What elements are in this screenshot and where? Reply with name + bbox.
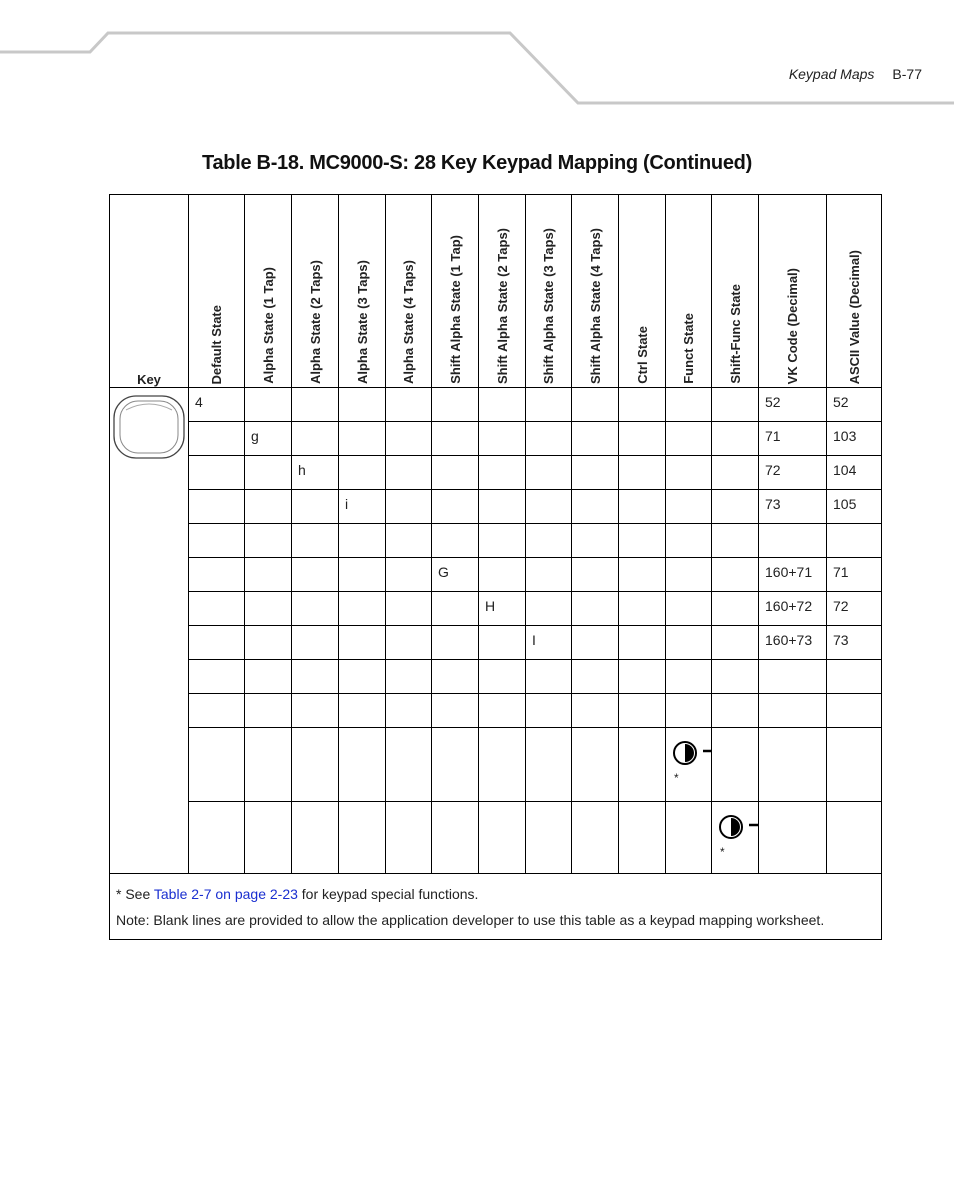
table-cell xyxy=(526,456,572,490)
table-cell xyxy=(189,490,245,524)
table-cell xyxy=(339,592,386,626)
table-cell: 160+71 xyxy=(759,558,827,592)
table-cell xyxy=(666,592,712,626)
table-cell xyxy=(189,524,245,558)
table-cell xyxy=(245,694,292,728)
table-cell xyxy=(619,728,666,802)
table-cell xyxy=(189,456,245,490)
table-cell: 4 xyxy=(189,388,245,422)
column-header xyxy=(619,195,666,388)
table-cell: 73 xyxy=(759,490,827,524)
table-body xyxy=(110,388,882,940)
table-cell xyxy=(189,422,245,456)
table-cell xyxy=(526,728,572,802)
table-cell xyxy=(339,660,386,694)
column-header-label: Ctrl State xyxy=(634,326,650,384)
column-header-label: Funct State xyxy=(681,313,696,384)
table-cell xyxy=(386,802,432,874)
footnote-suffix: for keypad special functions. xyxy=(297,886,479,902)
column-header-label: Shift Alpha State (1 Tap) xyxy=(447,235,463,384)
table-row xyxy=(110,592,882,626)
table-cell xyxy=(479,694,526,728)
column-header xyxy=(712,195,759,388)
table-cell xyxy=(189,694,245,728)
table-cell xyxy=(526,558,572,592)
table-cell xyxy=(572,728,619,802)
table-cell xyxy=(479,558,526,592)
table-cell xyxy=(386,558,432,592)
table-title: Table B-18. MC9000-S: 28 Key Keypad Mapping (Continued) xyxy=(202,152,752,174)
table-cell xyxy=(712,524,759,558)
table-cell xyxy=(432,728,479,802)
table-cell xyxy=(666,558,712,592)
running-header xyxy=(789,66,922,82)
table-cell xyxy=(526,802,572,874)
key-cell xyxy=(110,388,189,874)
column-header xyxy=(526,195,572,388)
header-decoration xyxy=(0,0,954,110)
table-cell xyxy=(526,592,572,626)
table-cell xyxy=(666,456,712,490)
table-row xyxy=(110,802,882,874)
table-cell xyxy=(339,728,386,802)
table-cell xyxy=(712,728,759,802)
table-cell: 105 xyxy=(827,490,882,524)
table-cell xyxy=(572,456,619,490)
column-header xyxy=(245,195,292,388)
table-cell xyxy=(292,592,339,626)
backlight-icon xyxy=(718,814,762,840)
table-cell xyxy=(292,422,339,456)
table-cell xyxy=(526,694,572,728)
table-cell: i xyxy=(339,490,386,524)
table-cell xyxy=(432,802,479,874)
table-cell xyxy=(619,456,666,490)
column-header-label: Shift-Func State xyxy=(727,284,743,384)
table-cell xyxy=(339,388,386,422)
table-cell xyxy=(339,626,386,660)
column-header-label: Shift Alpha State (4 Taps) xyxy=(587,227,603,384)
table-cell xyxy=(479,626,526,660)
column-header xyxy=(292,195,339,388)
table-cell xyxy=(572,490,619,524)
table-cell xyxy=(619,802,666,874)
keypad-key-icon xyxy=(110,392,188,462)
table-cell xyxy=(712,694,759,728)
table-cell xyxy=(432,388,479,422)
table-cell xyxy=(386,388,432,422)
table-cell xyxy=(712,802,759,874)
table-cell xyxy=(479,456,526,490)
table-cell: 72 xyxy=(759,456,827,490)
table-cell xyxy=(712,388,759,422)
table-cell xyxy=(759,694,827,728)
table-row xyxy=(110,490,882,524)
table-row xyxy=(110,728,882,802)
column-header-label: VK Code (Decimal) xyxy=(785,267,800,384)
table-cell xyxy=(526,490,572,524)
column-header-key: Key xyxy=(110,195,189,388)
table-cell xyxy=(432,660,479,694)
column-header xyxy=(189,195,245,388)
table-cell xyxy=(386,490,432,524)
column-header-label: Alpha State (1 Tap) xyxy=(260,267,276,384)
table-row xyxy=(110,626,882,660)
table-cell xyxy=(386,456,432,490)
column-header xyxy=(386,195,432,388)
table-cell: 104 xyxy=(827,456,882,490)
table-cell xyxy=(619,422,666,456)
table-cell xyxy=(572,802,619,874)
table-cell xyxy=(339,422,386,456)
table-cell xyxy=(759,660,827,694)
column-header xyxy=(759,195,827,388)
table-cell: 52 xyxy=(827,388,882,422)
table-cell xyxy=(339,558,386,592)
table-cell xyxy=(245,456,292,490)
table-cell: H xyxy=(479,592,526,626)
table-cell xyxy=(386,592,432,626)
table-cell xyxy=(479,422,526,456)
footnote-note: Note: Blank lines are provided to allow the application developer to use this table as a keypad mapping worksheet. xyxy=(116,912,825,928)
table-cell xyxy=(619,694,666,728)
table-cell xyxy=(666,388,712,422)
table-cell xyxy=(479,660,526,694)
table-cell xyxy=(432,490,479,524)
table-cell xyxy=(712,660,759,694)
table-cell xyxy=(712,422,759,456)
table-cell xyxy=(292,558,339,592)
column-header-label: Shift Alpha State (2 Taps) xyxy=(494,227,510,384)
table-cell xyxy=(386,524,432,558)
table-header-row xyxy=(110,195,882,388)
footnote-prefix: * See xyxy=(116,886,154,902)
table-cell: 52 xyxy=(759,388,827,422)
column-header-label: Shift Alpha State (3 Taps) xyxy=(541,227,556,384)
table-row xyxy=(110,524,882,558)
table-cell xyxy=(619,592,666,626)
table-cell xyxy=(572,524,619,558)
footnote-marker: * xyxy=(720,845,725,859)
table-cell xyxy=(339,694,386,728)
column-header-label: ASCII Value (Decimal) xyxy=(846,249,862,384)
table-cell xyxy=(432,456,479,490)
table-cell xyxy=(759,524,827,558)
table-cell xyxy=(619,490,666,524)
keypad-mapping-table xyxy=(109,194,882,940)
table-cell: G xyxy=(432,558,479,592)
table-cell xyxy=(572,422,619,456)
table-cell xyxy=(827,524,882,558)
footnote-see xyxy=(116,881,875,907)
table-cell xyxy=(245,490,292,524)
table-cell: 72 xyxy=(827,592,882,626)
table-cell xyxy=(479,524,526,558)
table-cell xyxy=(827,802,882,874)
table-row xyxy=(110,422,882,456)
table-cell xyxy=(666,728,712,802)
table-cell xyxy=(619,388,666,422)
table-cell xyxy=(189,592,245,626)
table-cell xyxy=(666,524,712,558)
table-cell xyxy=(189,558,245,592)
column-header xyxy=(827,195,882,388)
table-cell xyxy=(712,626,759,660)
table-cell xyxy=(619,626,666,660)
table-cell: 71 xyxy=(827,558,882,592)
table-cell xyxy=(759,802,827,874)
table-cell xyxy=(386,660,432,694)
backlight-icon xyxy=(672,740,716,766)
function-key-symbol xyxy=(672,740,716,766)
table-cell: 160+72 xyxy=(759,592,827,626)
table-cell xyxy=(386,728,432,802)
table-cell: 71 xyxy=(759,422,827,456)
table-cell xyxy=(386,694,432,728)
table-cell xyxy=(712,490,759,524)
table-cell xyxy=(432,592,479,626)
table-cell xyxy=(292,728,339,802)
table-cell xyxy=(245,558,292,592)
table-cell xyxy=(245,524,292,558)
table-cell xyxy=(827,728,882,802)
table-row xyxy=(110,558,882,592)
table-cell xyxy=(526,524,572,558)
table-cell xyxy=(666,626,712,660)
column-header xyxy=(479,195,526,388)
page-number: B-77 xyxy=(892,66,922,82)
table-cell xyxy=(712,456,759,490)
table-cell xyxy=(759,728,827,802)
table-cell xyxy=(386,422,432,456)
table-cell: g xyxy=(245,422,292,456)
table-cell xyxy=(189,626,245,660)
table-cell xyxy=(292,802,339,874)
column-header-label: Default State xyxy=(209,304,224,384)
table-cell xyxy=(339,524,386,558)
table-cell: 160+73 xyxy=(759,626,827,660)
table-cell xyxy=(189,802,245,874)
table-cell xyxy=(386,626,432,660)
table-cell: h xyxy=(292,456,339,490)
table-cell xyxy=(245,388,292,422)
table-cell xyxy=(479,728,526,802)
table-cell xyxy=(479,388,526,422)
table-cell xyxy=(432,422,479,456)
table-cell xyxy=(526,388,572,422)
column-header xyxy=(432,195,479,388)
table-row xyxy=(110,660,882,694)
table-cell xyxy=(712,558,759,592)
table-cell xyxy=(666,694,712,728)
table-row xyxy=(110,456,882,490)
table-cell xyxy=(292,694,339,728)
table-cell xyxy=(292,388,339,422)
table-cell: 103 xyxy=(827,422,882,456)
table-cell xyxy=(827,660,882,694)
table-cell xyxy=(666,802,712,874)
table-cell xyxy=(432,626,479,660)
footnote-marker: * xyxy=(674,771,679,785)
footnote-cell xyxy=(110,874,882,940)
column-header xyxy=(572,195,619,388)
table-cell xyxy=(245,802,292,874)
table-cell xyxy=(619,524,666,558)
table-cell xyxy=(245,592,292,626)
table-cell xyxy=(245,626,292,660)
function-key-symbol xyxy=(718,814,762,840)
table-cell xyxy=(245,728,292,802)
column-header-label: Alpha State (4 Taps) xyxy=(401,259,416,384)
table-cell xyxy=(827,694,882,728)
table-row xyxy=(110,388,882,422)
table-cell xyxy=(339,456,386,490)
column-header-label: Alpha State (2 Taps) xyxy=(307,259,323,384)
table-cell xyxy=(292,490,339,524)
table-cell xyxy=(666,422,712,456)
column-header xyxy=(339,195,386,388)
table-cell xyxy=(292,524,339,558)
table-cell xyxy=(432,694,479,728)
table-cell: I xyxy=(526,626,572,660)
table-cell xyxy=(712,592,759,626)
table-cell xyxy=(292,626,339,660)
table-cell xyxy=(666,660,712,694)
table-cell xyxy=(526,422,572,456)
table-cell xyxy=(619,660,666,694)
footnote-row xyxy=(110,874,882,940)
table-cell xyxy=(189,660,245,694)
table-cell xyxy=(479,490,526,524)
table-cell xyxy=(572,660,619,694)
table-cell xyxy=(526,660,572,694)
table-cell xyxy=(666,490,712,524)
table-cell xyxy=(432,524,479,558)
table-cell xyxy=(245,660,292,694)
section-name: Keypad Maps xyxy=(788,66,875,82)
table-cell xyxy=(479,802,526,874)
table-cell xyxy=(572,558,619,592)
table-cell xyxy=(189,728,245,802)
column-header-label: Alpha State (3 Taps) xyxy=(354,259,370,384)
table-cell xyxy=(572,694,619,728)
table-cell xyxy=(572,388,619,422)
table-cell xyxy=(619,558,666,592)
table-cell xyxy=(292,660,339,694)
table-cell xyxy=(572,592,619,626)
table-cell xyxy=(572,626,619,660)
column-header xyxy=(666,195,712,388)
table-cell xyxy=(339,802,386,874)
table-cell: 73 xyxy=(827,626,882,660)
table-row xyxy=(110,694,882,728)
table-reference-link[interactable]: Table 2-7 on page 2-23 xyxy=(153,886,298,902)
